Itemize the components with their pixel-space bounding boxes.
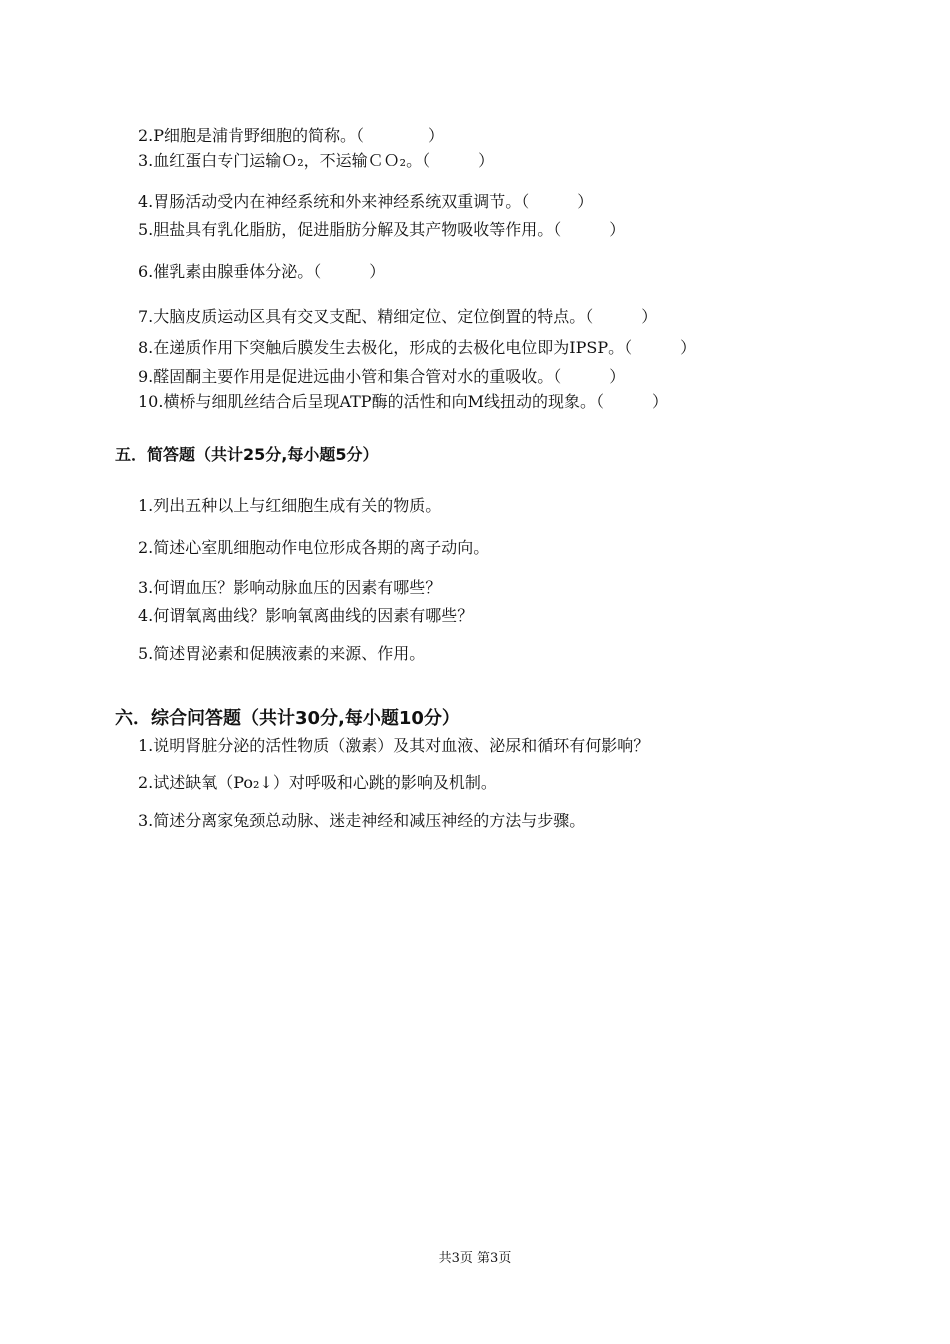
section-6-question-1: 1.说明肾脏分泌的活性物质（激素）及其对血液、泌尿和循环有何影响？ — [138, 736, 650, 755]
tf-item-5: 5.胆盐具有乳化脂肪，促进脂肪分解及其产物吸收等作用。（ ） — [138, 220, 626, 239]
tf-item-3: 3.血红蛋白专门运输Ｏ₂，不运输ＣＯ₂。（ ） — [138, 151, 495, 170]
tf-item-9: 9.醛固酮主要作用是促进远曲小管和集合管对水的重吸收。（ ） — [138, 367, 626, 386]
section-5-question-3: 3.何谓血压？影响动脉血压的因素有哪些？ — [138, 578, 442, 597]
section-5-question-1: 1.列出五种以上与红细胞生成有关的物质。 — [138, 496, 442, 515]
section-5-question-5: 5.简述胃泌素和促胰液素的来源、作用。 — [138, 644, 426, 663]
section-6-title: 六．综合问答题（共计30分,每小题10分） — [115, 708, 460, 729]
section-6-question-2: 2.试述缺氧（Po₂↓）对呼吸和心跳的影响及机制。 — [138, 773, 497, 792]
tf-item-7: 7.大脑皮质运动区具有交叉支配、精细定位、定位倒置的特点。（ ） — [138, 307, 658, 326]
tf-item-6: 6.催乳素由腺垂体分泌。（ ） — [138, 262, 386, 281]
section-5-title: 五．简答题（共计25分,每小题5分） — [115, 445, 379, 464]
section-6-question-3: 3.简述分离家兔颈总动脉、迷走神经和减压神经的方法与步骤。 — [138, 811, 586, 830]
section-5-question-2: 2.简述心室肌细胞动作电位形成各期的离子动向。 — [138, 538, 490, 557]
page-footer: 共3页 第3页 — [438, 1251, 512, 1266]
tf-item-2: 2.P细胞是浦肯野细胞的简称。（ ） — [138, 126, 445, 145]
tf-item-4: 4.胃肠活动受内在神经系统和外来神经系统双重调节。（ ） — [138, 192, 594, 211]
tf-item-10: 10.横桥与细肌丝结合后呈现ATP酶的活性和向M线扭动的现象。（ ） — [138, 392, 668, 411]
tf-item-8: 8.在递质作用下突触后膜发生去极化，形成的去极化电位即为IPSP。（ ） — [138, 338, 697, 357]
section-5-question-4: 4.何谓氧离曲线？影响氧离曲线的因素有哪些？ — [138, 606, 474, 625]
